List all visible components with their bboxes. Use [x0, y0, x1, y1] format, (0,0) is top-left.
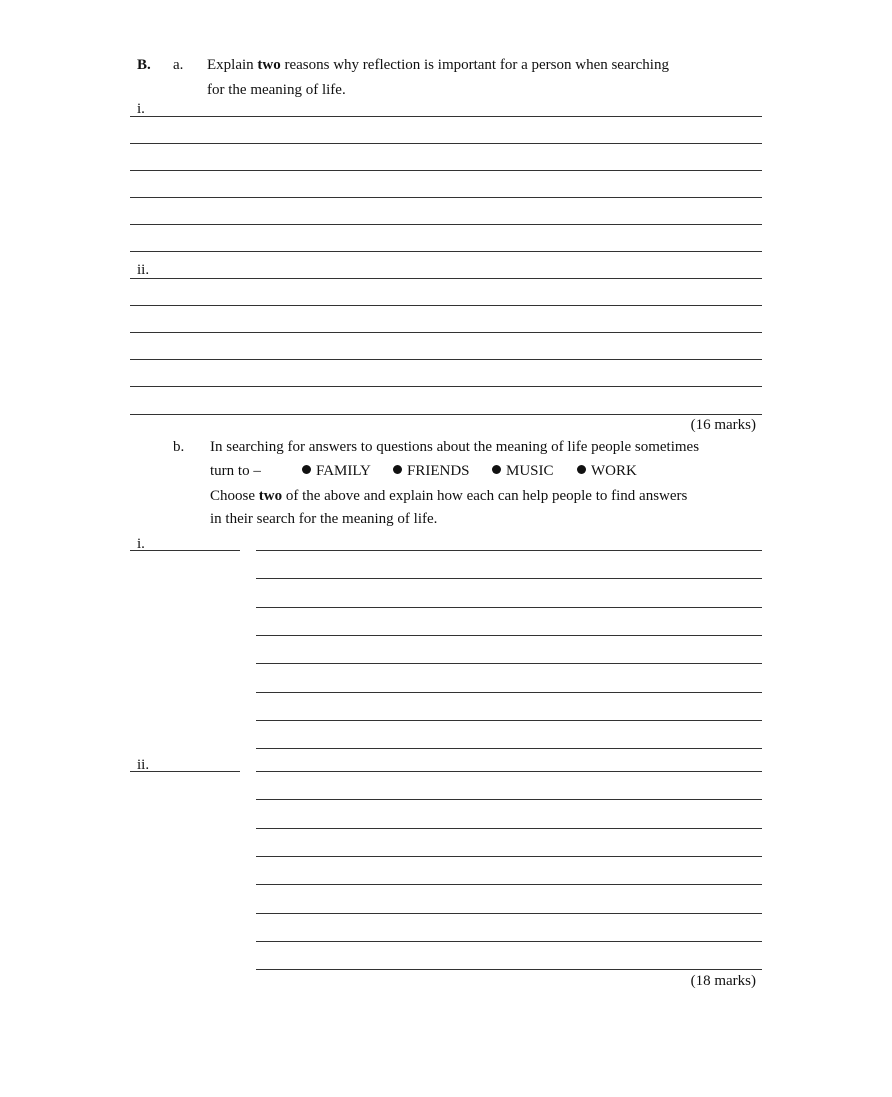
answer-line[interactable]: [256, 748, 762, 749]
option-friends: FRIENDS: [393, 462, 470, 480]
answer-line[interactable]: [256, 771, 762, 772]
part-a-marks: (16 marks): [690, 417, 756, 433]
option-choice-line[interactable]: [130, 550, 240, 551]
part-a-text-before: Explain: [207, 57, 258, 73]
answer-line[interactable]: [256, 663, 762, 664]
bullet-icon: [577, 465, 586, 474]
part-b-answer-ii-label: ii.: [137, 757, 150, 773]
answer-line[interactable]: [130, 359, 762, 360]
answer-line[interactable]: [256, 720, 762, 721]
answer-line[interactable]: [130, 197, 762, 198]
answer-line[interactable]: [130, 143, 762, 144]
part-b-turn-to: turn to –: [210, 463, 261, 479]
answer-line[interactable]: [256, 884, 762, 885]
answer-line[interactable]: [256, 692, 762, 693]
answer-line[interactable]: [256, 550, 762, 551]
option-music: MUSIC: [492, 462, 554, 480]
bullet-icon: [302, 465, 311, 474]
bullet-icon: [393, 465, 402, 474]
option-choice-line[interactable]: [130, 771, 240, 772]
part-a-answer-ii-label: ii.: [137, 262, 150, 278]
answer-line[interactable]: [256, 856, 762, 857]
part-a-text-after: reasons why reflection is important for a person when searching: [280, 57, 669, 73]
answer-line[interactable]: [256, 607, 762, 608]
part-a-question-line-2: for the meaning of life.: [207, 82, 346, 98]
answer-line[interactable]: [130, 224, 762, 225]
answer-line[interactable]: [256, 828, 762, 829]
answer-line[interactable]: [130, 170, 762, 171]
answer-line[interactable]: [130, 305, 762, 306]
answer-line[interactable]: [130, 332, 762, 333]
answer-line[interactable]: [256, 913, 762, 914]
part-b-question-line-4: in their search for the meaning of life.: [210, 511, 438, 527]
part-a-emphasis: two: [257, 57, 281, 73]
bullet-icon: [492, 465, 501, 474]
part-b-answer-i-label: i.: [137, 536, 145, 552]
part-a-answer-i-label: i.: [137, 101, 145, 117]
part-a-question-line-1: [207, 56, 669, 74]
part-b-marks: (18 marks): [690, 973, 756, 989]
answer-line[interactable]: [130, 251, 762, 252]
option-family: FAMILY: [302, 462, 371, 480]
section-letter: B.: [137, 57, 151, 73]
answer-line[interactable]: [256, 799, 762, 800]
answer-line[interactable]: [256, 635, 762, 636]
answer-line[interactable]: [130, 116, 762, 117]
answer-line[interactable]: [256, 578, 762, 579]
part-b-label: b.: [173, 439, 185, 455]
answer-line[interactable]: [256, 969, 762, 970]
answer-line[interactable]: [130, 278, 762, 279]
part-b-question-line-3: [210, 487, 687, 505]
part-b-emphasis: two: [258, 488, 283, 504]
answer-line[interactable]: [130, 414, 762, 415]
part-b-text-before: Choose: [210, 488, 259, 504]
part-b-question-line-1: In searching for answers to questions about the meaning of life people sometimes: [210, 439, 700, 455]
answer-line[interactable]: [130, 386, 762, 387]
answer-line[interactable]: [256, 941, 762, 942]
part-a-label: a.: [173, 57, 184, 73]
option-work: WORK: [577, 462, 637, 480]
part-b-text-after: of the above and explain how each can help people to find answers: [282, 488, 688, 504]
